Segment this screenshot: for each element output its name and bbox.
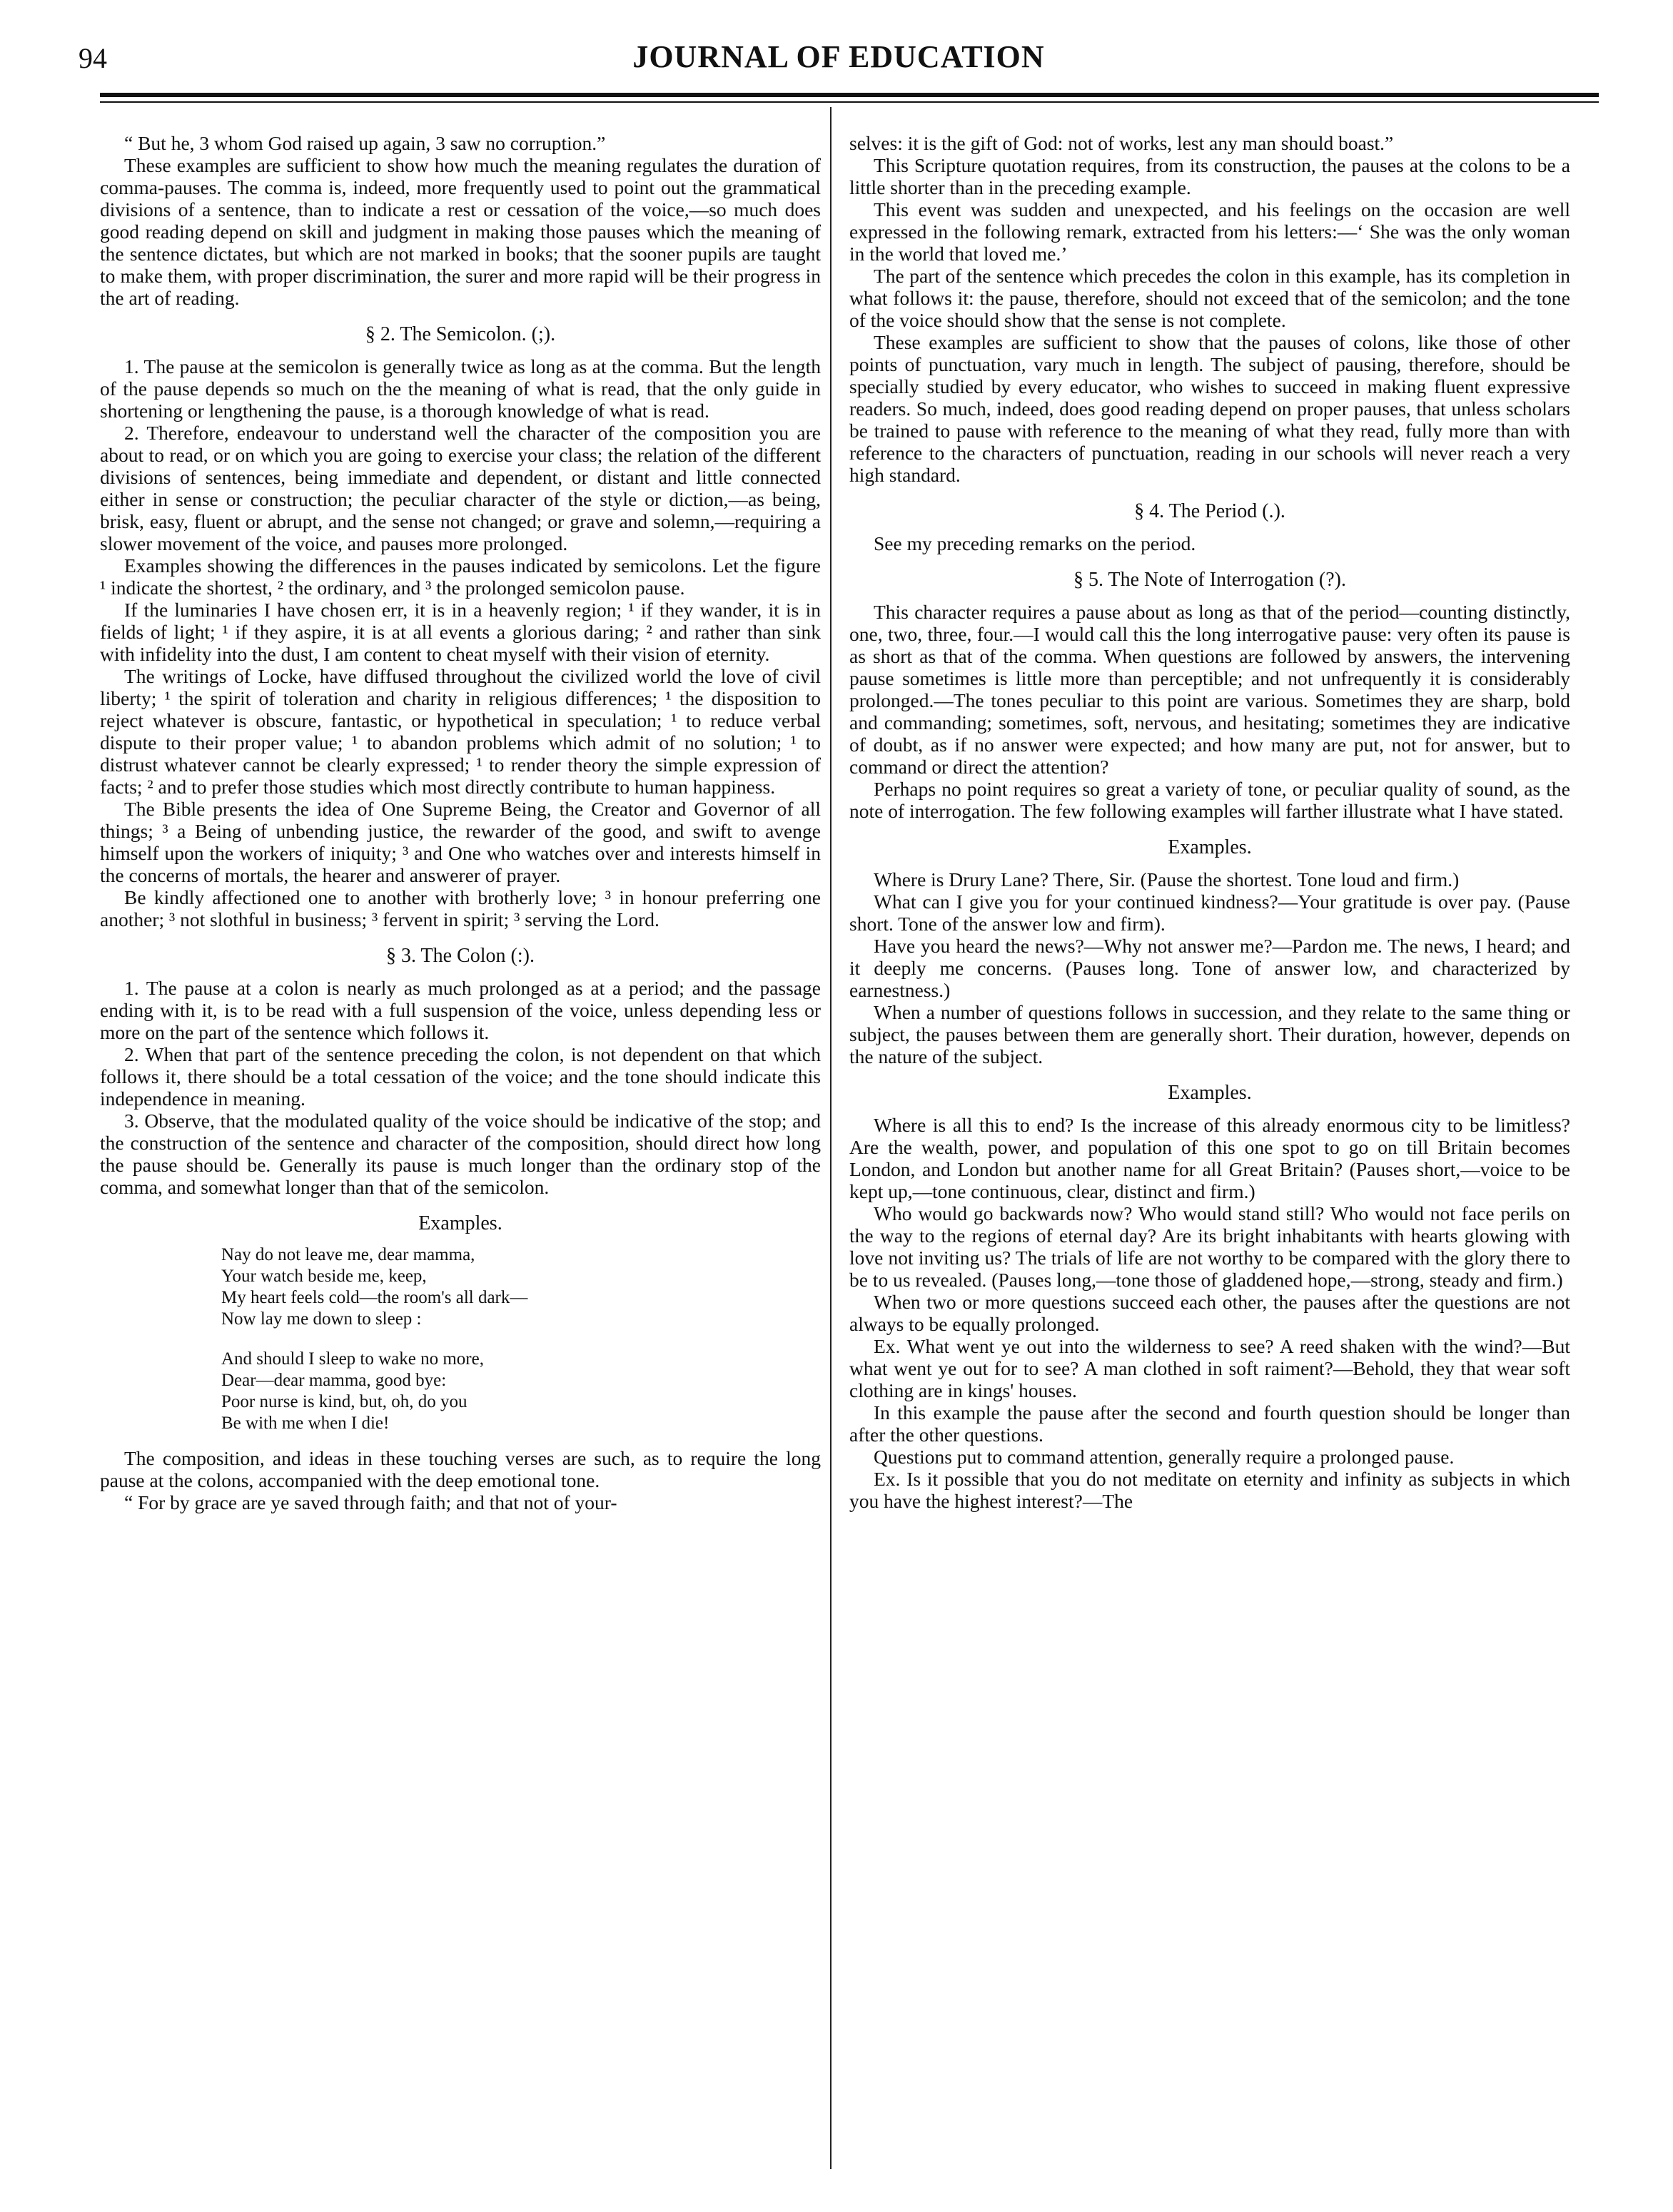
examples-heading: Examples. (1168, 836, 1252, 858)
paragraph: Examples showing the differences in the pauses indicated by semicolons. Let the figure ¹ indicate the shortest, ² the ordinary, and ³ the prolonged semicolon pause. (100, 554, 821, 599)
paragraph: See my preceding remarks on the period. (874, 532, 1196, 554)
page-header (79, 36, 1599, 86)
paragraph: The composition, and ideas in these touching verses are such, as to require the long pause at the colons, accompanied with the deep emotional tone. (100, 1447, 821, 1491)
paragraph: The Bible presents the idea of One Supreme Being, the Creator and Governor of all things; ³ a Being of unbending justice, the rewarder of the good, and swift to avenge himself upon the workers of iniquity; ³ and One who watches over and interests himself in the concerns of mortals, the hearer and answerer of prayer. (100, 798, 821, 886)
paragraph: This Scripture quotation requires, from its construction, the pauses at the colons to be a little shorter than in the preceding example. (849, 154, 1570, 198)
poem-line: Now lay me down to sleep : (221, 1309, 422, 1329)
poem (221, 1244, 821, 1434)
paragraph: What can I give you for your continued kindness?—Your gratitude is over pay. (Pause short. Tone of the answer low and firm). (849, 891, 1570, 935)
paragraph: 3. Observe, that the modulated quality of the voice should be indicative of the stop; and the construction of the sentence and character of the composition, should direct how long the pause should be. Generally its pause is much longer than the ordinary stop of the comma, and somewhat longer than that of the semicolon. (100, 1110, 821, 1198)
section-heading-colon: § 3. The Colon (:). (386, 945, 535, 967)
paragraph: selves: it is the gift of God: not of works, lest any man should boast.” (849, 132, 1394, 154)
paragraph: Perhaps no point requires so great a variety of tone, or peculiar quality of sound, as the note of interrogation. The few following examples will farther illustrate what I have stated. (849, 778, 1570, 822)
paragraph: Where is all this to end? Is the increase of this already enormous city to be limitless? Are the wealth, power, and population of this one spot to go on till Britain becomes London, and London but another name for all Great Britain? (Pauses short,—voice to be kept up,—tone continuous, clear, distinct and firm.) (849, 1114, 1570, 1202)
page-number: 94 (79, 42, 107, 74)
paragraph: Have you heard the news?—Why not answer me?—Pardon me. The news, I heard; and it deeply me concerns. (Pauses long. Tone of answer low, and characterized by earnestness.) (849, 935, 1570, 1001)
poem-line: And should I sleep to wake no more, (221, 1349, 484, 1369)
left-column (100, 132, 821, 2180)
paragraph: “ For by grace are ye saved through faith; and that not of your- (124, 1491, 617, 1513)
paragraph: The part of the sentence which precedes the colon in this example, has its completion in what follows it: the pause, therefore, should not exceed that of the semicolon; and the tone of the voice should show that the sense is not complete. (849, 265, 1570, 331)
poem-line: Your watch beside me, keep, (221, 1267, 427, 1286)
section-heading-interrogation: § 5. The Note of Interrogation (?). (1073, 569, 1347, 591)
paragraph: These examples are sufficient to show that the pauses of colons, like those of other points of punctuation, vary much in length. The subject of pausing, therefore, should be specially studied by every educator, who wishes to succeed in making fluent expressive readers. So much, indeed, does good reading depend on proper pauses, that unless scholars be trained to pause with reference to the meaning of what they read, fully more than with reference to the characters of punctuation, reading in our schools will never reach a very high standard. (849, 331, 1570, 486)
header-rule-thin (100, 101, 1599, 103)
paragraph: Questions put to command attention, generally require a prolonged pause. (874, 1446, 1455, 1468)
paragraph: If the luminaries I have chosen err, it is in a heavenly region; ¹ if they wander, it is in fields of light; ¹ if they aspire, it is at all events a glorious daring; ² and rather than sink with infidelity into the dust, I am content to cheat myself with their vision of eternity. (100, 599, 821, 665)
examples-heading: Examples. (418, 1212, 502, 1234)
paragraph: 1. The pause at the semicolon is generally twice as long as at the comma. But the length of the pause depends so much on the the meaning of what is read, that the only guide in shortening or lengthening the pause, is a thorough knowledge of what is read. (100, 355, 821, 422)
paragraph: These examples are sufficient to show how much the meaning regulates the duration of comma-pauses. The comma is, indeed, more frequently used to point out the grammatical divisions of a sentence, than to indicate a rest or cessation of the voice,—so much does good reading depend on skill and judgment in making those pauses which the meaning of the sentence dictates, but which are not marked in books; that the sooner pupils are taught to make them, with proper discrimination, the surer and more rapid will be their progress in the art of reading. (100, 154, 821, 309)
paragraph: Be kindly affectioned one to another with brotherly love; ³ in honour preferring one another; ³ not slothful in business; ³ fervent in spirit; ³ serving the Lord. (100, 886, 821, 930)
paragraph: The writings of Locke, have diffused throughout the civilized world the love of civil liberty; ¹ the spirit of toleration and charity in religious differences; ¹ the disposition to reject whatever is obscure, fantastic, or hypothetical in speculation; ¹ to reduce verbal dispute to their proper value; ¹ to abandon problems which admit of no solution; ¹ to distrust whatever cannot be clearly expressed; ¹ to render theory the simple expression of facts; ² and to prefer those studies which most directly contribute to human happiness. (100, 665, 821, 798)
right-column (849, 132, 1570, 2180)
section-heading-semicolon: § 2. The Semicolon. (;). (365, 323, 556, 345)
poem-line: Be with me when I die! (221, 1414, 390, 1433)
poem-line: Nay do not leave me, dear mamma, (221, 1245, 475, 1264)
paragraph: In this example the pause after the second and fourth question should be longer than after the other questions. (849, 1401, 1570, 1446)
column-divider (830, 107, 832, 2169)
paragraph: Where is Drury Lane? There, Sir. (Pause the shortest. Tone loud and firm.) (874, 868, 1460, 891)
paragraph: This character requires a pause about as long as that of the period—counting distinctly, one, two, three, four.—I would call this the long interrogative pause: very often its pause is as short as that of the comma. When questions are followed by answers, the intervening pause sometimes is little more than perceptible; and not unfrequently it is considerably prolonged.—The tones peculiar to this point are various. Sometimes they are sharp, bold and commanding; sometimes, soft, nervous, and hesitating; sometimes they are indicative of doubt, as if no answer were expected; and how many are put, not for answer, but to command or direct the attention? (849, 601, 1570, 778)
paragraph: “ But he, 3 whom God raised up again, 3 saw no corruption.” (124, 132, 606, 154)
examples-heading: Examples. (1168, 1082, 1252, 1104)
paragraph: When two or more questions succeed each other, the pauses after the questions are not always to be equally prolonged. (849, 1291, 1570, 1335)
paragraph: 2. When that part of the sentence preceding the colon, is not dependent on that which follows it, there should be a total cessation of the voice; and the tone should indicate this independence in meaning. (100, 1043, 821, 1110)
paragraph: 1. The pause at a colon is nearly as much prolonged as at a period; and the passage ending with it, is to be read with a full suspension of the voice, unless depending less or more on the part of the sentence which follows it. (100, 977, 821, 1043)
paragraph: 2. Therefore, endeavour to understand well the character of the composition you are about to read, or on which you are going to exercise your class; the relation of the different divisions of sentences, being immediate and dependent, or distant and little connected either in sense or construction; the peculiar character of the style or diction,—as being, brisk, easy, fluent or abrupt, and the sense not changed; or grave and solemn,—requiring a slower movement of the voice, and pauses more prolonged. (100, 422, 821, 554)
paragraph: Who would go backwards now? Who would stand still? Who would not face perils on the way to the regions of eternal day? Are its bright inhabitants with hearts glowing with love not inviting us? The trials of life are not worthy to be compared with the glory there to be to us revealed. (Pauses long,—tone those of gladdened hope,—strong, steady and firm.) (849, 1202, 1570, 1291)
poem-line: Dear—dear mamma, good bye: (221, 1371, 447, 1390)
stanza-break (221, 1330, 821, 1349)
section-heading-period: § 4. The Period (.). (1134, 500, 1285, 522)
poem-line: My heart feels cold—the room's all dark— (221, 1288, 528, 1307)
journal-title: JOURNAL OF EDUCATION (632, 39, 1045, 74)
poem-line: Poor nurse is kind, but, oh, do you (221, 1392, 467, 1411)
paragraph: When a number of questions follows in succession, and they relate to the same thing or subject, the pauses between them are generally short. Their duration, however, depends on the nature of the subject. (849, 1001, 1570, 1067)
header-rule-thick (100, 93, 1599, 97)
paragraph: This event was sudden and unexpected, and his feelings on the occasion are well expressed in the following remark, extracted from his letters:—‘ She was the only woman in the world that loved me.’ (849, 198, 1570, 265)
paragraph: Ex. Is it possible that you do not meditate on eternity and infinity as subjects in which you have the highest interest?—The (849, 1468, 1570, 1512)
paragraph: Ex. What went ye out into the wilderness to see? A reed shaken with the wind?—But what went ye out for to see? A man clothed in soft raiment?—Behold, they that wear soft clothing are in kings' houses. (849, 1335, 1570, 1401)
